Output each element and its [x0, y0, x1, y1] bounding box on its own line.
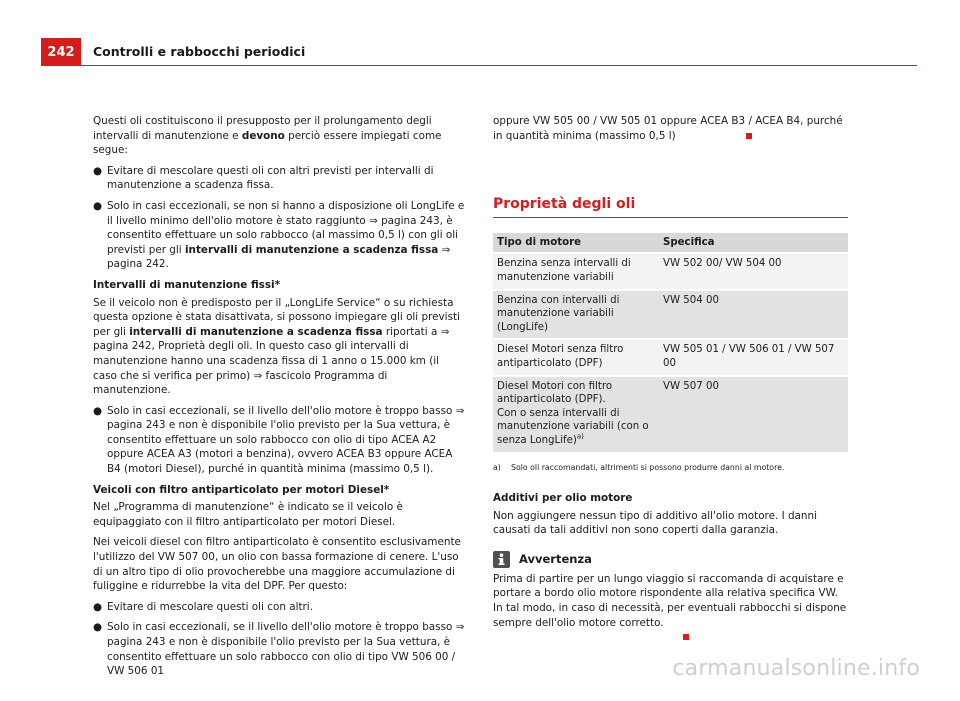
note-header — [493, 551, 848, 568]
right-column — [493, 114, 848, 651]
note-title: Avvertenza — [519, 552, 592, 567]
list-item: ● Solo in casi eccezionali, se non si hanno a disposizione oli LongLife e il livello minimo dell'olio motore è stato raggiunto ⇒ pagina 243, è consentito effettuare un solo rabbocco (al massimo 0,5 l) con gli oli previsti per gli intervalli di manutenzione a scadenza fissa ⇒ pagina 242. — [93, 199, 465, 271]
watermark: carmanualsonline.info — [672, 656, 920, 681]
continuation-paragraph: oppure VW 505 00 / VW 505 01 oppure ACEA B3 / ACEA B4, purché in quantità minima (massimo 0,5 l) — [493, 115, 843, 142]
table-header-engine: Tipo di motore — [493, 233, 659, 253]
bullet-icon: ● — [93, 199, 103, 212]
footnote: a) Solo oli raccomandati, altrimenti si possono produrre danni al motore. — [493, 461, 848, 476]
end-marker-icon — [746, 133, 752, 139]
note-paragraph: Prima di partire per un lungo viaggio si raccomanda di acquistare e portare a bordo olio motore rispondente alla relativa specifica VW. In tal modo, in caso di necessità, per eventuali rabbocchi si dispone sempre dell'olio motore corretto. — [493, 572, 848, 645]
subheading-dpf: Veicoli con filtro antiparticolato per motori Diesel* — [93, 483, 390, 496]
dpf-paragraph: Nel „Programma di manutenzione“ è indicato se il veicolo è equipaggiato con il filtro antiparticolato per motori Diesel. — [93, 501, 403, 528]
table-row: Diesel Motori senza filtro antiparticolato (DPF) VW 505 01 / VW 506 01 / VW 507 00 — [493, 340, 848, 374]
bullet-icon: ● — [93, 164, 103, 177]
left-column — [93, 114, 465, 685]
subheading-fixed-intervals: Intervalli di manutenzione fissi* — [93, 278, 281, 291]
list-item: ● Solo in casi eccezionali, se il livello dell'olio motore è troppo basso ⇒ pagina 243 e non è disponibile l'olio previsto per la Sua vettura, è consentito effettuare un solo rabbocco con olio di tipo ACEA A2 oppure ACEA A3 (motori a benzina), ovvero ACEA B3 oppure ACEA B4 (motori Diesel), purché in quantità minima (massimo 0,5 l). — [93, 404, 465, 476]
page-number: 242 — [41, 38, 81, 66]
bullet-icon: ● — [93, 404, 103, 417]
section-title: Proprietà degli oli — [493, 196, 636, 213]
page-header — [0, 0, 960, 70]
section-divider — [493, 217, 848, 218]
footnote-ref: a) — [576, 432, 584, 441]
intro-paragraph: Questi oli costituiscono il presupposto per il prolungamento degli intervalli di manutenzione e devono perciò essere impiegati come segue: — [93, 115, 442, 157]
footnote-mark: a) — [493, 462, 501, 472]
bullet-icon: ● — [93, 600, 103, 613]
list-item: ● Evitare di mescolare questi oli con altri previsti per intervalli di manutenzione a scadenza fissa. — [93, 164, 434, 192]
page-title: Controlli e rabbocchi periodici — [93, 44, 306, 59]
additives-paragraph: Non aggiungere nessun tipo di additivo all'olio motore. I danni causati da tali additivi non sono coperti dalla garanzia. — [493, 509, 817, 537]
dpf-oil-paragraph: Nei veicoli diesel con filtro antiparticolato è consentito esclusivamente l'utilizzo del VW 507 00, un olio con bassa formazione di cenere. L'uso di un altro tipo di olio provocherebbe una maggiore accumulazione di fuliggine e ridurrebbe la vita del DPF. Per questo: — [93, 536, 461, 593]
list-item: ● Evitare di mescolare questi oli con altri. — [93, 600, 313, 613]
table-header-spec: Specifica — [659, 233, 848, 253]
end-marker-icon — [683, 634, 689, 640]
table-row: Diesel Motori con filtro antiparticolato (DPF). Con o senza intervalli di manutenzione variabili (con o senza LongLife)$^{a)}$ VW 507 00 — [493, 377, 848, 452]
bullet-icon: ● — [93, 621, 103, 634]
subheading-additives: Additivi per olio motore — [493, 492, 633, 505]
info-icon — [493, 551, 510, 568]
list-item: ● Solo in casi eccezionali, se il livello dell'olio motore è troppo basso ⇒ pagina 243 e non è disponibile l'olio previsto per la Sua vettura, è consentito effettuare un solo rabbocco con olio di tipo VW 506 00 / VW 506 01 — [93, 621, 465, 678]
oil-properties-table — [493, 231, 848, 454]
header-divider — [81, 65, 917, 66]
table-row: Benzina senza intervalli di manutenzione variabili VW 502 00/ VW 504 00 — [493, 254, 848, 288]
fixed-intervals-paragraph: Se il veicolo non è predisposto per il „LongLife Service“ o su richiesta questa opzione è stata disattivata, si possono impiegare gli oli previsti per gli intervalli di manutenzione a scadenza fissa riportati a ⇒ pagina 242, Proprietà degli oli. In questo caso gli intervalli di manutenzione hanno una scadenza fissa di 1 anno o 15.000 km (il caso che si verifica per primo) ⇒ fascicolo Programma di manutenzione. — [93, 296, 460, 397]
table-row: Benzina con intervalli di manutenzione variabili (LongLife) VW 504 00 — [493, 291, 848, 339]
